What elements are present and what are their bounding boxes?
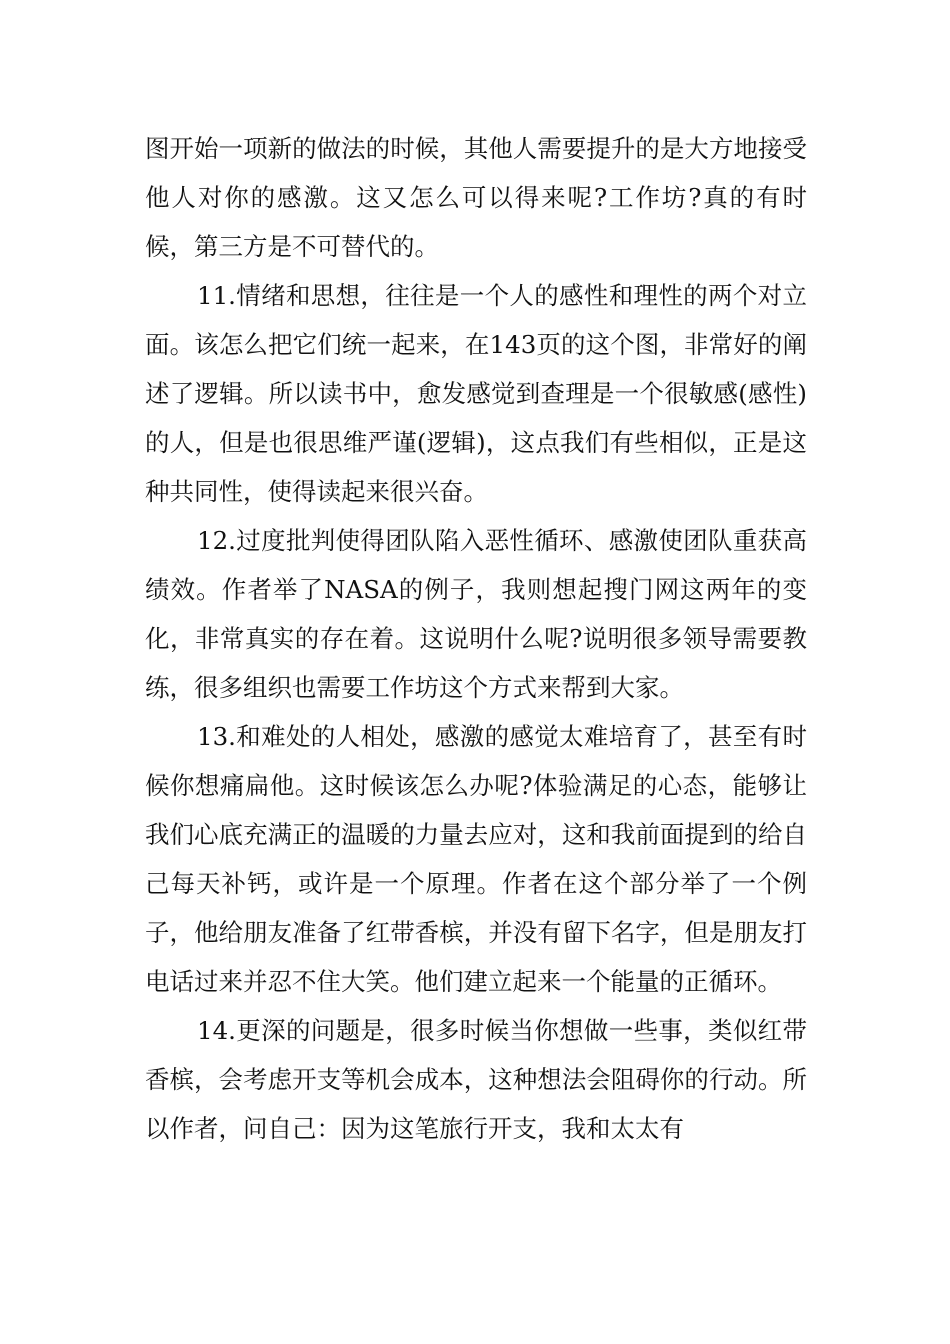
paragraph-continuation: 图开始一项新的做法的时候，其他人需要提升的是大方地接受他人对你的感激。这又怎么可以得来呢?工作坊?真的有时候，第三方是不可替代的。 xyxy=(145,134,807,261)
paragraph-13: 13.和难处的人相处，感激的感觉太难培育了，甚至有时候你想痛扁他。这时候该怎么办呢?体验满足的心态，能够让我们心底充满正的温暖的力量去应对，这和我前面提到的给自己每天补钙，或许是一个原理。作者在这个部分举了一个例子，他给朋友准备了红带香槟，并没有留下名字，但是朋友打电话过来并忍不住大笑。他们建立起来一个能量的正循环。 xyxy=(145,722,807,996)
document-body xyxy=(145,124,807,1153)
paragraph-11: 11.情绪和思想，往往是一个人的感性和理性的两个对立面。该怎么把它们统一起来，在143页的这个图，非常好的阐述了逻辑。所以读书中，愈发感觉到查理是一个很敏感(感性)的人，但是也很思维严谨(逻辑)，这点我们有些相似，正是这种共同性，使得读起来很兴奋。 xyxy=(145,281,807,506)
paragraph-14: 14.更深的问题是，很多时候当你想做一些事，类似红带香槟，会考虑开支等机会成本，这种想法会阻碍你的行动。所以作者，问自己：因为这笔旅行开支，我和太太有 xyxy=(145,1016,807,1143)
paragraph-12: 12.过度批判使得团队陷入恶性循环、感激使团队重获高绩效。作者举了NASA的例子，我则想起搜门网这两年的变化，非常真实的存在着。这说明什么呢?说明很多领导需要教练，很多组织也需要工作坊这个方式来帮到大家。 xyxy=(145,526,807,702)
